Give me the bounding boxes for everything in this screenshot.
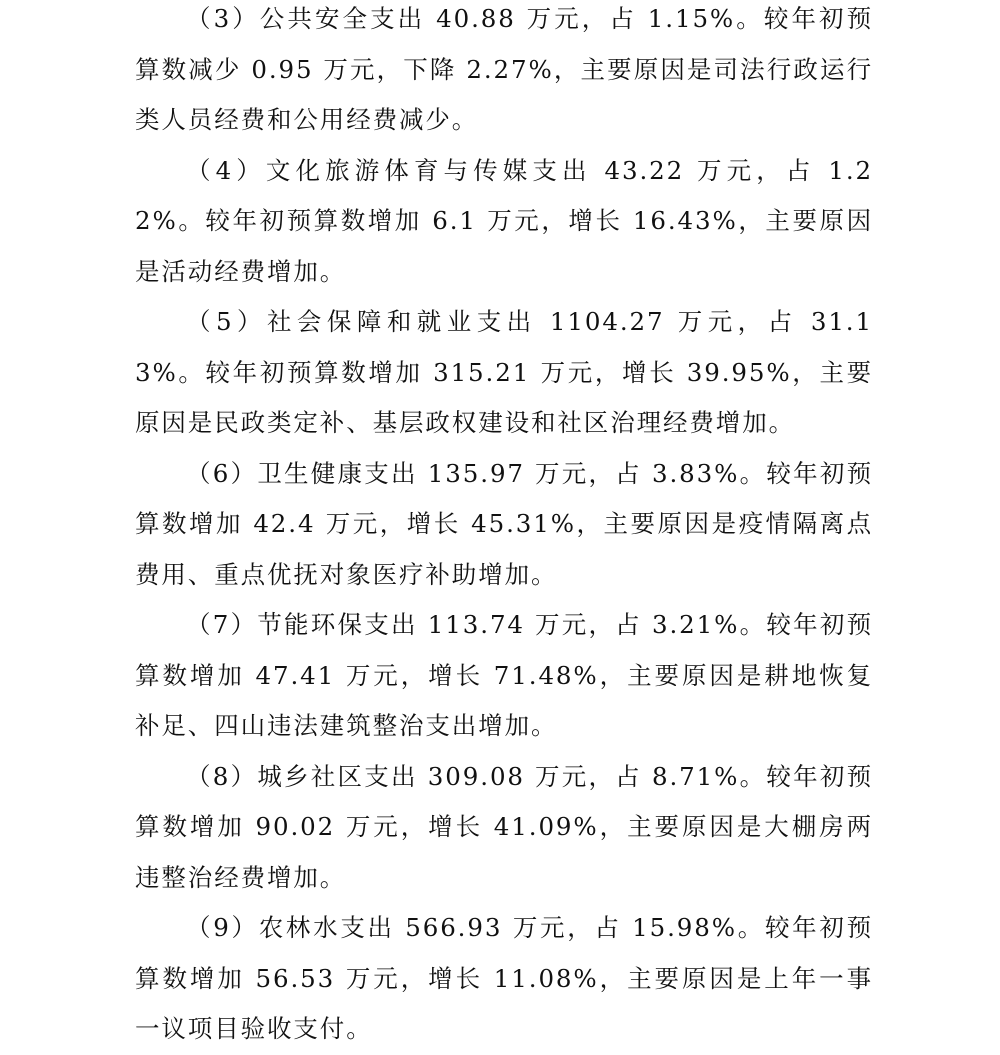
- paragraph-environment: （7）节能环保支出 113.74 万元，占 3.21%。较年初预算数增加 47.41 万元，增长 71.48%，主要原因是耕地恢复补足、四山违法建筑整治支出增加。: [135, 610, 873, 740]
- paragraph-urban-rural: （8）城乡社区支出 309.08 万元，占 8.71%。较年初预算数增加 90.02 万元，增长 41.09%，主要原因是大棚房两违整治经费增加。: [135, 761, 873, 892]
- paragraph-health: （6）卫生健康支出 135.97 万元，占 3.83%。较年初预算数增加 42.4 万元，增长 45.31%，主要原因是疫情隔离点费用、重点优抚对象医疗补助增加。: [135, 458, 873, 589]
- paragraph-agriculture: （9）农林水支出 566.93 万元，占 15.98%。较年初预算数增加 56.53 万元，增长 11.08%，主要原因是上年一事一议项目验收支付。: [135, 913, 873, 1043]
- paragraph-public-safety: （3）公共安全支出 40.88 万元，占 1.15%。较年初预算数减少 0.95 万元，下降 2.27%，主要原因是司法行政运行类人员经费和公用经费减少。: [135, 4, 873, 134]
- paragraph-social-security: （5）社会保障和就业支出 1104.27 万元，占 31.13%。较年初预算数增加 315.21 万元，增长 39.95%，主要原因是民政类定补、基层政权建设和社区治理经费增加。: [135, 307, 873, 437]
- paragraph-culture-tourism: （4）文化旅游体育与传媒支出 43.22 万元，占 1.22%。较年初预算数增加 6.1 万元，增长 16.43%，主要原因是活动经费增加。: [135, 155, 873, 286]
- document-body: [135, 0, 873, 1055]
